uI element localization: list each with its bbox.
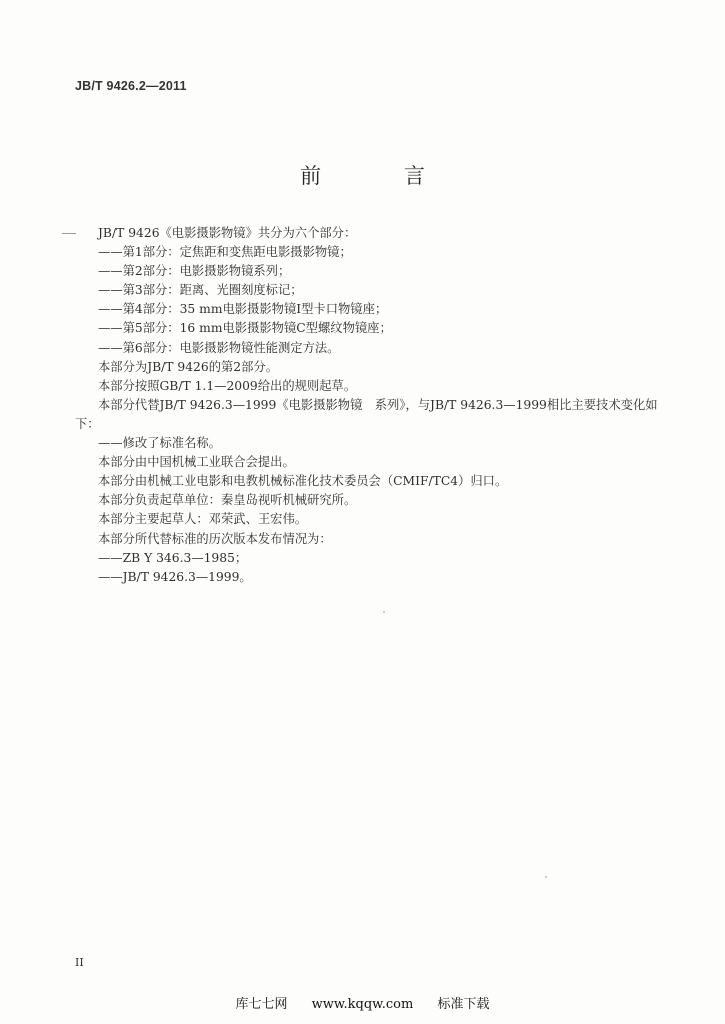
body-line: 本部分主要起草人：邓荣武、王宏伟。	[98, 512, 308, 527]
body-line: ——第1部分：定焦距和变焦距电影摄影物镜；	[98, 245, 352, 260]
body-line: ——第4部分：35 mm电影摄影物镜Ⅰ型卡口物镜座；	[98, 302, 388, 317]
body-line: 本部分按照GB/T 1.1—2009给出的规则起草。	[98, 378, 357, 393]
body-line: 本部分负责起草单位：秦皇岛视听机械研究所。	[98, 493, 357, 508]
body-line: 本部分由中国机械工业联合会提出。	[98, 455, 295, 470]
footer-site-name: 库七七网	[235, 997, 288, 1012]
body-line: ——第5部分：16 mm电影摄影物镜C型螺纹物镜座；	[98, 321, 392, 336]
body-line: 本部分由机械工业电影和电教机械标准化技术委员会（CMIF/TC4）归口。	[98, 474, 508, 489]
body-line: JB/T 9426《电影摄影物镜》共分为六个部分：	[98, 226, 357, 240]
footer-tagline: 标准下载	[437, 997, 490, 1012]
page-title: 前 言	[300, 164, 463, 188]
body-line: 本部分所代替标准的历次版本发布情况为：	[98, 531, 332, 546]
body-line: ——第6部分：电影摄影物镜性能测定方法。	[98, 340, 340, 355]
body-line: ——ZB Y 346.3—1985；	[98, 550, 248, 565]
body-line: 本部分代替JB/T 9426.3—1999《电影摄影物镜 系列》，与JB/T 9426.3—1999相比主要技术变化如	[98, 397, 658, 412]
footer-watermark	[0, 993, 725, 1012]
body-line: 本部分为JB/T 9426的第2部分。	[98, 359, 279, 374]
scan-speck	[383, 611, 385, 613]
body-line: ——第2部分：电影摄影物镜系列；	[98, 264, 291, 279]
standard-code-header: JB/T 9426.2—2011	[75, 79, 187, 93]
body-line: ——第3部分：距离、光圈刻度标记；	[98, 283, 303, 298]
body-line: ——JB/T 9426.3—1999。	[98, 569, 252, 584]
body-line-continuation: 下：	[75, 416, 100, 431]
margin-dash-mark	[62, 233, 76, 234]
page-number: II	[75, 956, 84, 969]
body-line: ——修改了标准名称。	[98, 436, 221, 451]
scan-speck	[545, 876, 547, 878]
foreword-body	[75, 224, 658, 587]
footer-url[interactable]: www.kqqw.com	[311, 997, 414, 1012]
